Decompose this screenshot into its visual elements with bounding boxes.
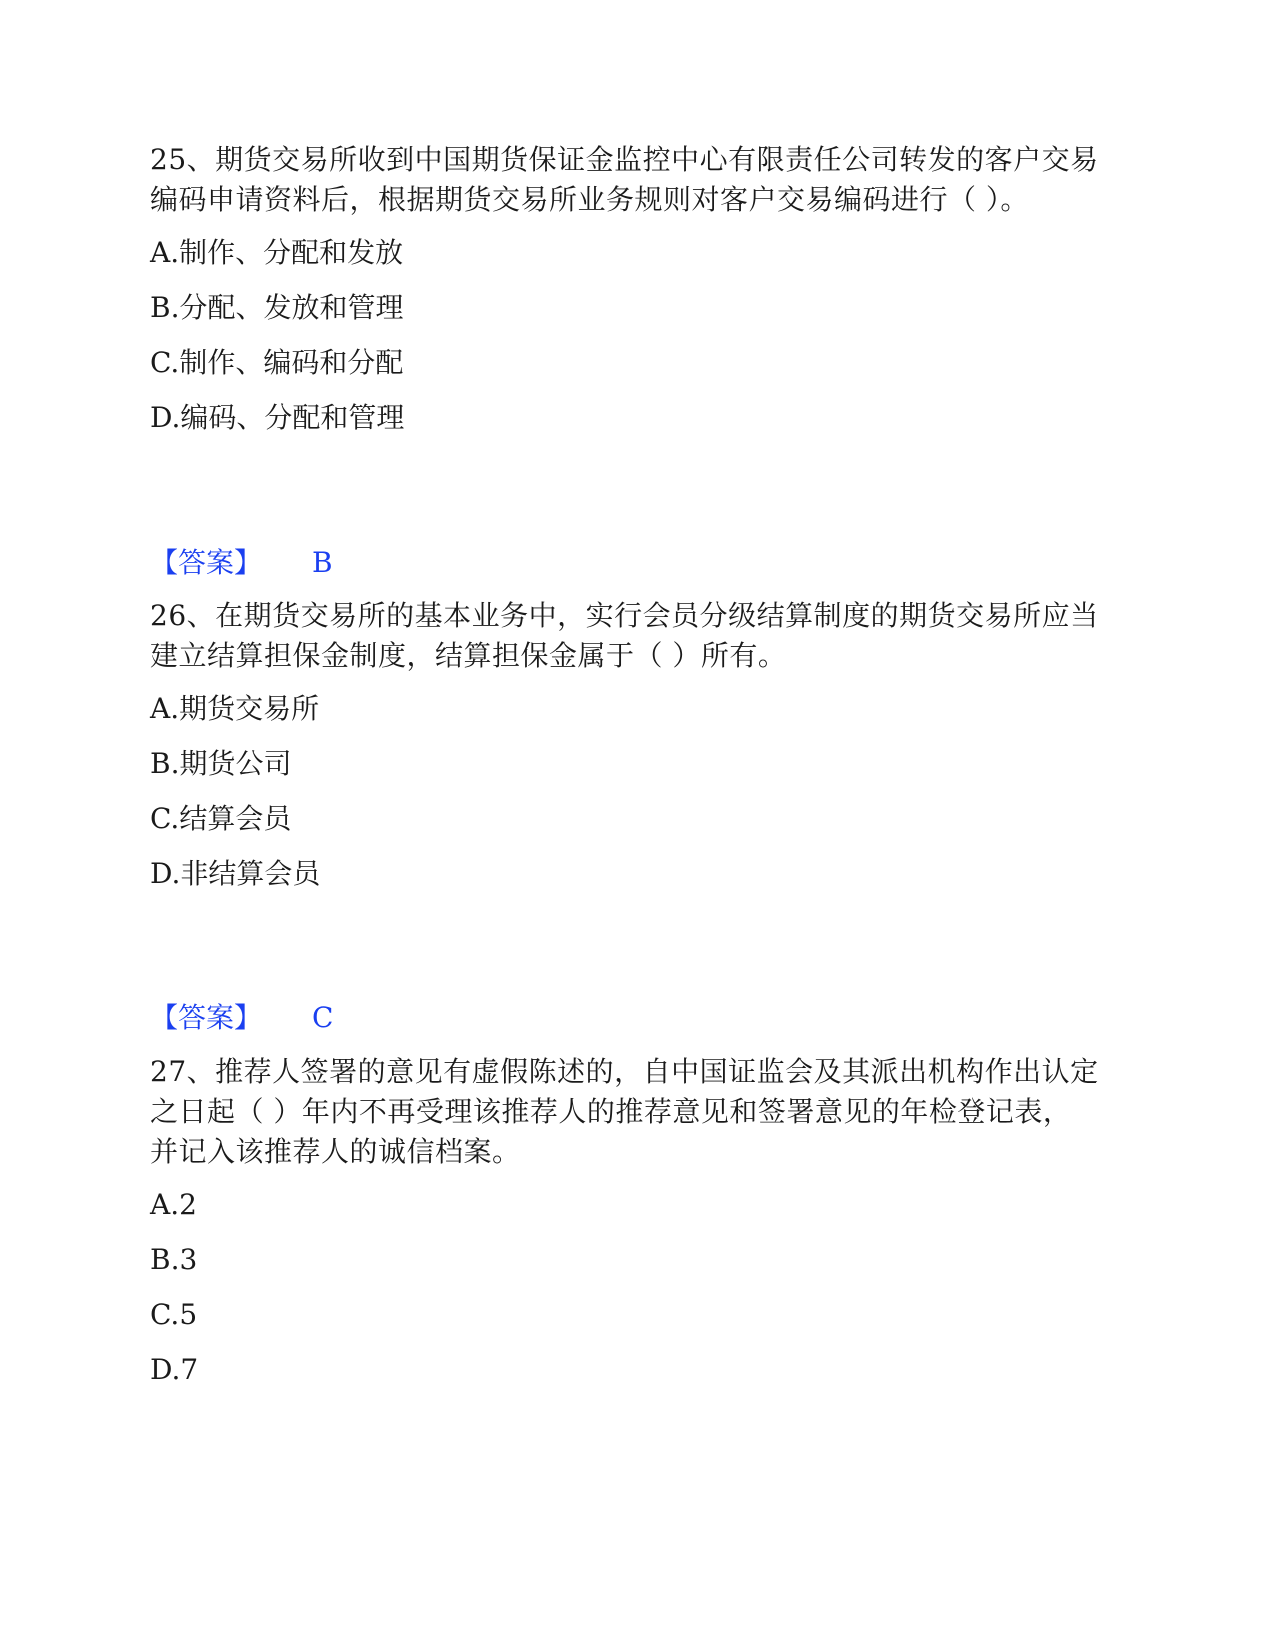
question-27-line-2: 之日起（ ）年内不再受理该推荐人的推荐意见和签署意见的年检登记表， bbox=[150, 1095, 1072, 1128]
question-26-option-d: D.非结算会员 bbox=[150, 857, 321, 890]
question-26-stem bbox=[150, 596, 1110, 676]
question-25-option-a: A.制作、分配和发放 bbox=[150, 236, 404, 269]
question-27-option-c: C.5 bbox=[150, 1298, 198, 1331]
question-26-option-c: C.结算会员 bbox=[150, 802, 292, 835]
answer-label: 【答案】 bbox=[150, 546, 263, 579]
answer-value: C bbox=[312, 1001, 334, 1034]
question-25-option-d: D.编码、分配和管理 bbox=[150, 401, 405, 434]
answer-label: 【答案】 bbox=[150, 1001, 263, 1034]
question-25-option-c: C.制作、编码和分配 bbox=[150, 346, 404, 379]
question-26-option-a: A.期货交易所 bbox=[150, 692, 320, 725]
question-25-answer bbox=[150, 546, 333, 580]
question-25-option-b: B.分配、发放和管理 bbox=[150, 291, 404, 324]
question-27-stem bbox=[150, 1052, 1110, 1172]
question-25-line-2: 编码申请资料后，根据期货交易所业务规则对客户交易编码进行（ ）。 bbox=[150, 183, 1029, 216]
question-27-option-d: D.7 bbox=[150, 1353, 199, 1386]
question-26-answer bbox=[150, 1001, 333, 1035]
answer-value: B bbox=[312, 546, 333, 579]
question-26-line-1: 26、在期货交易所的基本业务中，实行会员分级结算制度的期货交易所应当 bbox=[150, 599, 1099, 632]
question-26-option-b: B.期货公司 bbox=[150, 747, 292, 780]
question-27-line-3: 并记入该推荐人的诚信档案。 bbox=[150, 1135, 521, 1168]
question-25-stem bbox=[150, 140, 1110, 220]
question-27-option-a: A.2 bbox=[150, 1188, 197, 1221]
question-26-line-2: 建立结算担保金制度，结算担保金属于（ ）所有。 bbox=[150, 639, 787, 672]
question-27-option-b: B.3 bbox=[150, 1243, 198, 1276]
question-27-line-1: 27、推荐人签署的意见有虚假陈述的，自中国证监会及其派出机构作出认定 bbox=[150, 1055, 1099, 1088]
question-25-line-1: 25、期货交易所收到中国期货保证金监控中心有限责任公司转发的客户交易 bbox=[150, 143, 1099, 176]
